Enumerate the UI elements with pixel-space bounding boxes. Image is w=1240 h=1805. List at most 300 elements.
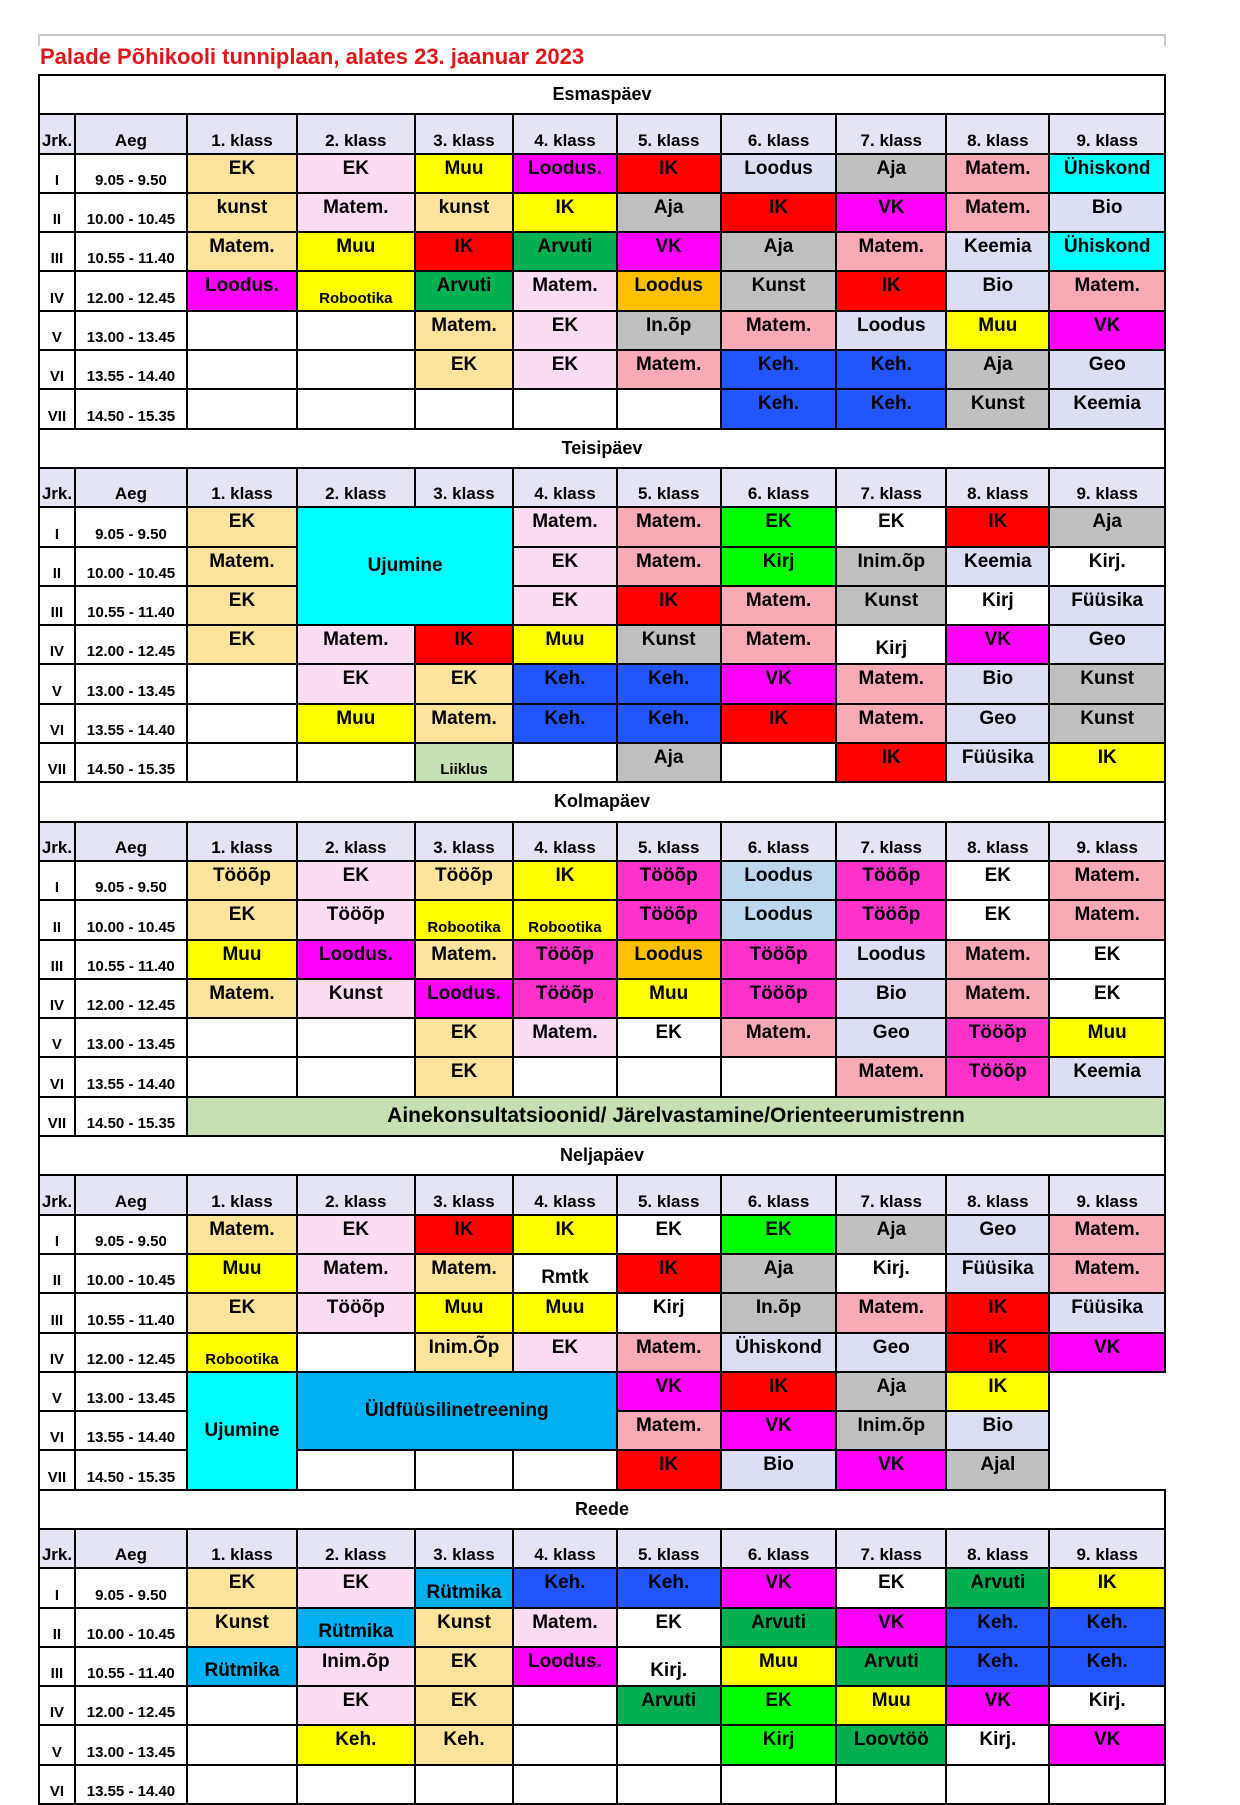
lesson-cell: IK <box>617 154 721 193</box>
lesson-cell: Matem. <box>297 193 415 232</box>
lesson-number: V <box>39 1372 75 1411</box>
lesson-cell: Geo <box>1049 350 1165 389</box>
lesson-cell: IK <box>721 704 837 743</box>
lesson-cell: Loodus <box>836 940 946 979</box>
lesson-cell <box>297 350 415 389</box>
lesson-cell: Keh. <box>617 1568 721 1607</box>
lesson-cell: EK <box>617 1608 721 1647</box>
lesson-cell: Loodus. <box>415 979 514 1018</box>
header-class: 1. klass <box>187 1175 297 1214</box>
lesson-cell: Matem. <box>187 1215 297 1254</box>
lesson-number: V <box>39 311 75 350</box>
lesson-cell: Arvuti <box>513 232 616 271</box>
lesson-cell: Inim.õp <box>836 547 946 586</box>
lesson-cell: EK <box>946 861 1049 900</box>
lesson-cell: Matem. <box>721 586 837 625</box>
lesson-cell: Loodus <box>836 311 946 350</box>
page-title: Palade Põhikooli tunniplaan, alates 23. jaanuar 2023 <box>40 44 585 69</box>
lesson-cell: Loovtöö <box>836 1725 946 1764</box>
lesson-time: 10.55 - 11.40 <box>75 586 187 625</box>
lesson-cell: Arvuti <box>721 1608 837 1647</box>
lesson-cell: EK <box>513 547 616 586</box>
lesson-cell: EK <box>297 1215 415 1254</box>
lesson-cell: IK <box>721 193 837 232</box>
lesson-cell: Kunst <box>946 389 1049 428</box>
lesson-cell: Muu <box>187 1254 297 1293</box>
lesson-cell: Keh. <box>513 664 616 703</box>
header-class: 8. klass <box>946 822 1049 861</box>
lesson-cell: Kunst <box>187 1608 297 1647</box>
lesson-cell: Muu <box>946 311 1049 350</box>
header-class: 3. klass <box>415 822 514 861</box>
lesson-cell: EK <box>415 1057 514 1096</box>
lesson-cell: Matem. <box>297 1254 415 1293</box>
lesson-cell: Keh. <box>1049 1608 1165 1647</box>
lesson-cell: Bio <box>1049 193 1165 232</box>
header-row <box>39 114 1165 153</box>
lesson-cell: Ajal <box>946 1450 1049 1489</box>
lesson-cell: Kunst <box>415 1608 514 1647</box>
lesson-cell: Rütmika <box>297 1608 415 1647</box>
lesson-cell: EK <box>415 350 514 389</box>
lesson-cell: Muu <box>415 154 514 193</box>
lesson-cell: Inim.Õp <box>415 1333 514 1372</box>
header-class: 9. klass <box>1049 468 1165 507</box>
lesson-cell: VK <box>1049 1725 1165 1764</box>
lesson-cell: EK <box>297 1686 415 1725</box>
lesson-cell: EK <box>721 1215 837 1254</box>
lesson-row <box>39 664 1165 703</box>
lesson-number: V <box>39 1018 75 1057</box>
lesson-number: V <box>39 664 75 703</box>
lesson-cell: Liiklus <box>415 743 514 782</box>
lesson-row <box>39 193 1165 232</box>
lesson-cell: EK <box>415 1018 514 1057</box>
lesson-cell <box>513 743 616 782</box>
lesson-cell: Keemia <box>1049 389 1165 428</box>
header-class: 1. klass <box>187 114 297 153</box>
lesson-cell: EK <box>297 154 415 193</box>
lesson-cell <box>187 311 297 350</box>
lesson-time: 12.00 - 12.45 <box>75 979 187 1018</box>
lesson-cell: Kunst <box>836 586 946 625</box>
day-row <box>39 429 1165 468</box>
lesson-cell: Keh. <box>297 1725 415 1764</box>
lesson-cell <box>187 1057 297 1096</box>
lesson-row <box>39 940 1165 979</box>
lesson-cell: Kirj. <box>1049 547 1165 586</box>
lesson-cell: IK <box>1049 743 1165 782</box>
lesson-cell: Füüsika <box>946 743 1049 782</box>
lesson-cell: Matem. <box>1049 271 1165 310</box>
lesson-cell: Tööõp <box>721 979 837 1018</box>
lesson-cell: Muu <box>297 704 415 743</box>
lesson-cell: Keh. <box>1049 1647 1165 1686</box>
lesson-time: 13.00 - 13.45 <box>75 1725 187 1764</box>
lesson-cell: Kirj <box>721 547 837 586</box>
header-class: 2. klass <box>297 1529 415 1568</box>
lesson-cell <box>721 743 837 782</box>
day-row <box>39 1136 1165 1175</box>
lesson-cell: Loodus. <box>513 154 616 193</box>
lesson-cell: Matem. <box>1049 1254 1165 1293</box>
header-class: 9. klass <box>1049 822 1165 861</box>
lesson-cell <box>187 389 297 428</box>
day-heading: Teisipäev <box>39 429 1165 468</box>
header-class: 9. klass <box>1049 1529 1165 1568</box>
lesson-cell: Muu <box>1049 1018 1165 1057</box>
lesson-cell: EK <box>297 1568 415 1607</box>
header-row <box>39 822 1165 861</box>
lesson-cell: VK <box>1049 311 1165 350</box>
lesson-time: 14.50 - 15.35 <box>75 743 187 782</box>
lesson-cell: EK <box>617 1215 721 1254</box>
lesson-row <box>39 271 1165 310</box>
header-class: 1. klass <box>187 1529 297 1568</box>
lesson-time: 10.00 - 10.45 <box>75 547 187 586</box>
lesson-cell: Matem. <box>836 232 946 271</box>
lesson-cell: Rütmika <box>187 1647 297 1686</box>
lesson-cell: Loodus. <box>513 1647 616 1686</box>
lesson-cell: Tööõp <box>617 861 721 900</box>
lesson-row <box>39 1765 1165 1804</box>
header-jrk: Jrk. <box>39 1175 75 1214</box>
header-aeg: Aeg <box>75 1175 187 1214</box>
lesson-number: VI <box>39 704 75 743</box>
lesson-time: 10.00 - 10.45 <box>75 193 187 232</box>
lesson-row <box>39 1018 1165 1057</box>
header-class: 4. klass <box>513 1529 616 1568</box>
lesson-cell: Matem. <box>836 1057 946 1096</box>
lesson-cell <box>836 1765 946 1804</box>
lesson-cell: Ühiskond <box>721 1333 837 1372</box>
lesson-time: 12.00 - 12.45 <box>75 1333 187 1372</box>
lesson-number: I <box>39 1568 75 1607</box>
lesson-cell: Loodus <box>721 900 837 939</box>
lesson-cell: Matem. <box>513 1018 616 1057</box>
lesson-number: VI <box>39 1765 75 1804</box>
lesson-cell: Muu <box>617 979 721 1018</box>
lesson-cell <box>297 1018 415 1057</box>
lesson-cell <box>617 1765 721 1804</box>
lesson-number: V <box>39 1725 75 1764</box>
lesson-cell: IK <box>1049 1568 1165 1607</box>
header-class: 6. klass <box>721 114 837 153</box>
lesson-cell: VK <box>721 1568 837 1607</box>
lesson-cell <box>297 743 415 782</box>
header-row <box>39 1529 1165 1568</box>
lesson-cell <box>946 1765 1049 1804</box>
lesson-cell: Füüsika <box>946 1254 1049 1293</box>
lesson-cell: EK <box>513 1333 616 1372</box>
lesson-cell: Keh. <box>946 1647 1049 1686</box>
lesson-cell: Matem. <box>721 311 837 350</box>
lesson-row <box>39 1293 1165 1332</box>
lesson-cell: Matem. <box>836 704 946 743</box>
lesson-number: I <box>39 861 75 900</box>
lesson-time: 10.55 - 11.40 <box>75 232 187 271</box>
lesson-number: VII <box>39 1097 75 1136</box>
lesson-cell: Loodus. <box>187 271 297 310</box>
lesson-cell: Matem. <box>946 154 1049 193</box>
lesson-row <box>39 1725 1165 1764</box>
lesson-time: 10.55 - 11.40 <box>75 1293 187 1332</box>
lesson-row <box>39 625 1165 664</box>
header-class: 5. klass <box>617 822 721 861</box>
header-class: 1. klass <box>187 822 297 861</box>
lesson-cell: Kunst <box>1049 704 1165 743</box>
lesson-time: 13.00 - 13.45 <box>75 1372 187 1411</box>
lesson-cell: EK <box>513 311 616 350</box>
lesson-time: 9.05 - 9.50 <box>75 154 187 193</box>
lesson-cell: VK <box>721 664 837 703</box>
header-row <box>39 468 1165 507</box>
lesson-cell: Tööõp <box>297 1293 415 1332</box>
lesson-time: 14.50 - 15.35 <box>75 389 187 428</box>
header-class: 4. klass <box>513 822 616 861</box>
lesson-cell: Aja <box>836 1372 946 1411</box>
lesson-cell: Kirj <box>836 625 946 664</box>
lesson-number: III <box>39 940 75 979</box>
lesson-cell: Matem. <box>415 940 514 979</box>
lesson-cell: EK <box>187 625 297 664</box>
lesson-row <box>39 1686 1165 1725</box>
lesson-number: IV <box>39 625 75 664</box>
lesson-cell: IK <box>415 625 514 664</box>
lesson-cell: Geo <box>1049 625 1165 664</box>
lesson-cell: Kirj <box>721 1725 837 1764</box>
lesson-cell <box>415 1765 514 1804</box>
lesson-row <box>39 743 1165 782</box>
lesson-cell: Muu <box>297 232 415 271</box>
lesson-cell <box>297 1333 415 1372</box>
day-heading: Neljapäev <box>39 1136 1165 1175</box>
lesson-cell: EK <box>297 861 415 900</box>
lesson-cell: IK <box>415 1215 514 1254</box>
lesson-time: 9.05 - 9.50 <box>75 507 187 546</box>
lesson-cell <box>1049 1765 1165 1804</box>
lesson-cell: Tööõp <box>297 900 415 939</box>
lesson-cell: Loodus <box>721 861 837 900</box>
lesson-number: III <box>39 232 75 271</box>
header-class: 4. klass <box>513 468 616 507</box>
lesson-cell <box>415 389 514 428</box>
lesson-cell: EK <box>187 507 297 546</box>
day-row <box>39 782 1165 821</box>
header-class: 6. klass <box>721 822 837 861</box>
lesson-row <box>39 232 1165 271</box>
lesson-cell: Matem. <box>513 271 616 310</box>
lesson-cell: Keh. <box>721 389 837 428</box>
lesson-cell: IK <box>617 586 721 625</box>
lesson-cell: Inim.õp <box>297 1647 415 1686</box>
lesson-cell: Keemia <box>946 547 1049 586</box>
lesson-cell: Aja <box>836 154 946 193</box>
header-class: 7. klass <box>836 468 946 507</box>
lesson-time: 13.55 - 14.40 <box>75 704 187 743</box>
lesson-cell: Keh. <box>836 389 946 428</box>
lesson-time: 9.05 - 9.50 <box>75 1215 187 1254</box>
lesson-cell: EK <box>946 900 1049 939</box>
lesson-number: IV <box>39 1333 75 1372</box>
lesson-cell: Tööõp <box>836 861 946 900</box>
lesson-number: I <box>39 154 75 193</box>
header-class: 5. klass <box>617 1175 721 1214</box>
lesson-cell: Keh. <box>836 350 946 389</box>
lesson-time: 10.00 - 10.45 <box>75 900 187 939</box>
lesson-cell: EK <box>721 507 837 546</box>
lesson-cell: VK <box>946 625 1049 664</box>
lesson-time: 12.00 - 12.45 <box>75 271 187 310</box>
lesson-cell <box>513 1057 616 1096</box>
lesson-cell <box>513 1765 616 1804</box>
lesson-cell <box>721 1057 837 1096</box>
lesson-number: IV <box>39 1686 75 1725</box>
lesson-row <box>39 586 1165 625</box>
header-jrk: Jrk. <box>39 822 75 861</box>
header-class: 2. klass <box>297 468 415 507</box>
lesson-cell: VK <box>836 1450 946 1489</box>
lesson-time: 10.00 - 10.45 <box>75 1608 187 1647</box>
lesson-cell <box>297 1450 415 1489</box>
lesson-cell: IK <box>836 743 946 782</box>
lesson-cell: VK <box>617 1372 721 1411</box>
lesson-cell: Matem. <box>946 940 1049 979</box>
lesson-number: VII <box>39 743 75 782</box>
lesson-cell: VK <box>946 1686 1049 1725</box>
lesson-cell: In.õp <box>617 311 721 350</box>
header-class: 5. klass <box>617 114 721 153</box>
lesson-cell: EK <box>187 586 297 625</box>
lesson-cell: EK <box>513 350 616 389</box>
lesson-cell <box>617 389 721 428</box>
lesson-cell <box>187 743 297 782</box>
lesson-row <box>39 1215 1165 1254</box>
lesson-row <box>39 861 1165 900</box>
lesson-cell: EK <box>187 1568 297 1607</box>
lesson-cell <box>513 1686 616 1725</box>
lesson-cell <box>415 1450 514 1489</box>
lesson-cell: Matem. <box>946 193 1049 232</box>
lesson-cell: Tööõp <box>415 861 514 900</box>
day-heading: Reede <box>39 1490 1165 1529</box>
day-row <box>39 75 1165 114</box>
header-class: 7. klass <box>836 822 946 861</box>
lesson-cell: Tööõp <box>617 900 721 939</box>
lesson-cell: Keh. <box>513 1568 616 1607</box>
lesson-number: III <box>39 1293 75 1332</box>
lesson-time: 13.00 - 13.45 <box>75 664 187 703</box>
lesson-number: VII <box>39 1450 75 1489</box>
header-class: 4. klass <box>513 1175 616 1214</box>
lesson-number: IV <box>39 979 75 1018</box>
lesson-number: III <box>39 1647 75 1686</box>
lesson-cell <box>513 389 616 428</box>
lesson-cell: IK <box>946 507 1049 546</box>
lesson-cell <box>297 389 415 428</box>
lesson-cell <box>187 1765 297 1804</box>
lesson-row <box>39 1333 1165 1372</box>
lesson-row <box>39 1608 1165 1647</box>
lesson-cell: Tööõp <box>946 1057 1049 1096</box>
lesson-cell: Bio <box>836 979 946 1018</box>
lesson-time: 12.00 - 12.45 <box>75 1686 187 1725</box>
lesson-cell: Ühiskond <box>1049 154 1165 193</box>
lesson-time: 13.55 - 14.40 <box>75 1057 187 1096</box>
lesson-cell: kunst <box>415 193 514 232</box>
lesson-cell: VK <box>1049 1333 1165 1372</box>
lesson-cell: Kunst <box>297 979 415 1018</box>
lesson-row <box>39 900 1165 939</box>
lesson-cell: IK <box>836 271 946 310</box>
lesson-cell: EK <box>415 1686 514 1725</box>
lesson-cell: Tööõp <box>513 979 616 1018</box>
lesson-row <box>39 1057 1165 1096</box>
lesson-time: 10.00 - 10.45 <box>75 1254 187 1293</box>
lesson-cell: Keh. <box>415 1725 514 1764</box>
lesson-row <box>39 1097 1165 1136</box>
lesson-time: 13.00 - 13.45 <box>75 1018 187 1057</box>
lesson-cell: Loodus <box>617 271 721 310</box>
lesson-cell: Keemia <box>946 232 1049 271</box>
lesson-cell <box>617 1057 721 1096</box>
lesson-cell: IK <box>946 1372 1049 1411</box>
lesson-cell: Robootika <box>187 1333 297 1372</box>
lesson-row <box>39 389 1165 428</box>
lesson-cell: Kirj <box>946 586 1049 625</box>
header-class: 9. klass <box>1049 114 1165 153</box>
day-heading: Kolmapäev <box>39 782 1165 821</box>
lesson-cell: Aja <box>721 232 837 271</box>
lesson-cell: IK <box>513 1215 616 1254</box>
lesson-number: II <box>39 547 75 586</box>
header-class: 9. klass <box>1049 1175 1165 1214</box>
lesson-number: II <box>39 1608 75 1647</box>
lesson-cell: Bio <box>721 1450 837 1489</box>
lesson-cell: Matem. <box>617 1333 721 1372</box>
header-class: 7. klass <box>836 1529 946 1568</box>
header-class: 8. klass <box>946 1175 1049 1214</box>
lesson-cell: Muu <box>187 940 297 979</box>
lesson-cell: EK <box>187 900 297 939</box>
lesson-number: IV <box>39 271 75 310</box>
header-class: 6. klass <box>721 1529 837 1568</box>
lesson-cell: Bio <box>946 271 1049 310</box>
lesson-cell: IK <box>946 1293 1049 1332</box>
lesson-cell: Rmtk <box>513 1254 616 1293</box>
lesson-cell: Loodus <box>721 154 837 193</box>
lesson-number: II <box>39 193 75 232</box>
lesson-cell: EK <box>187 154 297 193</box>
day-row <box>39 1490 1165 1529</box>
lesson-cell <box>187 664 297 703</box>
lesson-row <box>39 507 1165 546</box>
lesson-cell: Geo <box>946 704 1049 743</box>
lesson-cell: Matem. <box>617 547 721 586</box>
lesson-cell: Bio <box>946 1411 1049 1450</box>
lesson-cell: Matem. <box>187 232 297 271</box>
lesson-cell: Matem. <box>513 1608 616 1647</box>
lesson-cell: EK <box>721 1686 837 1725</box>
lesson-cell: Tööõp <box>187 861 297 900</box>
header-class: 8. klass <box>946 468 1049 507</box>
lesson-cell: Muu <box>721 1647 837 1686</box>
lesson-cell: VK <box>836 193 946 232</box>
lesson-cell: Matem. <box>187 547 297 586</box>
lesson-cell: Arvuti <box>617 1686 721 1725</box>
lesson-cell: Kirj. <box>1049 1686 1165 1725</box>
lesson-cell <box>297 1057 415 1096</box>
